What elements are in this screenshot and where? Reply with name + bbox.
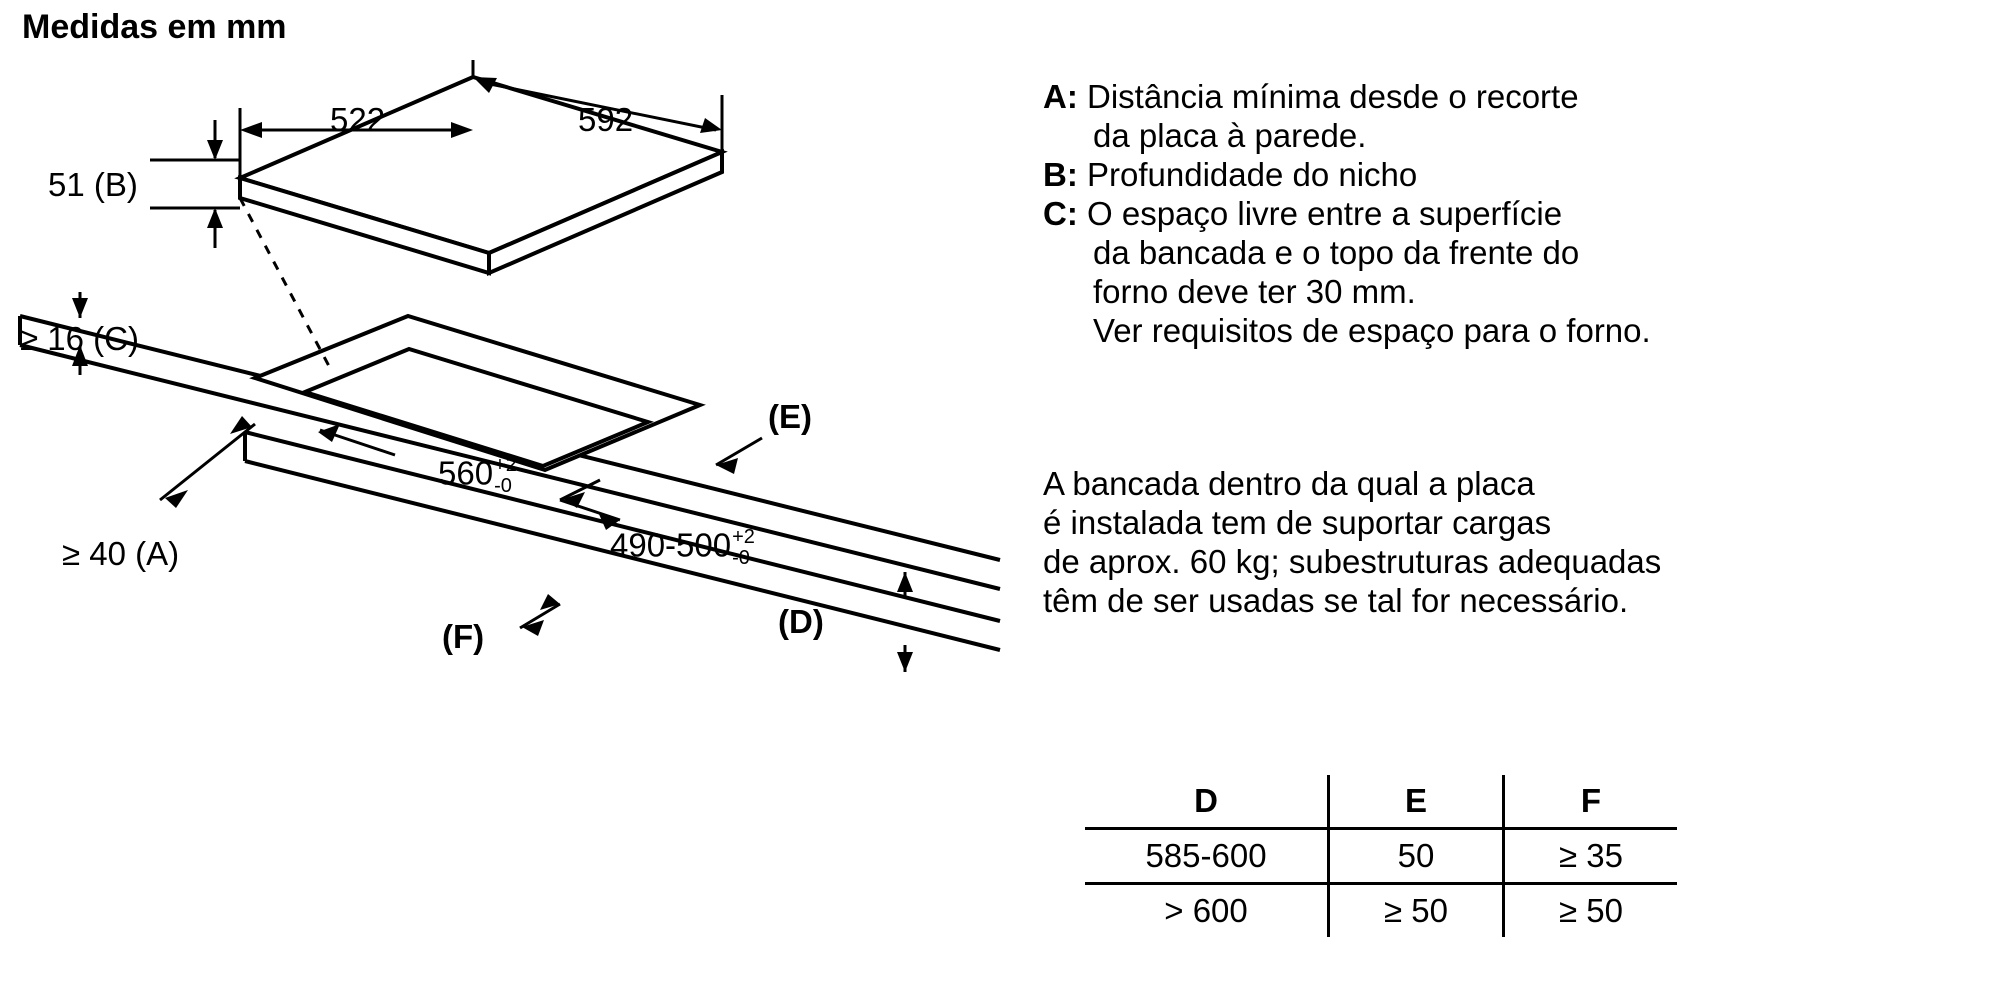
legend-key-a: A: [1043, 78, 1078, 115]
table-header-d: D [1085, 775, 1329, 829]
dimension-table-wrapper [1085, 775, 1677, 937]
note-line-4: têm de ser usadas se tal for necessário. [1043, 581, 1629, 619]
legend-item-a [1043, 78, 1963, 156]
dim-40A-lines [160, 424, 255, 500]
legend-key-b: B: [1043, 155, 1078, 193]
note-line-1: A bancada dentro da qual a placa [1043, 465, 1535, 502]
dimension-table [1085, 775, 1677, 937]
callout-label-d: (D) [778, 603, 824, 640]
leader-E [716, 438, 762, 465]
table-row [1085, 829, 1677, 884]
tolerance-560: +2 -0 [494, 454, 517, 497]
dim-51B-lines [150, 120, 240, 248]
table-header-row [1085, 775, 1677, 829]
legend-text-c-line-4: Ver requisitos de espaço para o forno. [1093, 311, 1651, 349]
callout-label-f: (F) [442, 618, 485, 655]
legend-item-b [1043, 156, 1963, 195]
legend [1043, 78, 1963, 351]
table-header-f: F [1504, 775, 1678, 829]
legend-key-c: C: [1043, 194, 1078, 232]
legend-text-c-line-3: forno deve ter 30 mm. [1093, 272, 1416, 310]
legend-text-a-line-2: da placa à parede. [1093, 116, 1367, 154]
legend-text-c-line-2: da bancada e o topo da frente do [1093, 233, 1580, 271]
countertop-cutout [255, 316, 700, 470]
legend-text-b-line-1: Profundidade do nicho [1087, 155, 1418, 193]
dimension-label-560: 560 +2 -0 [438, 454, 517, 497]
table-cell-f-1: ≥ 35 [1504, 829, 1678, 884]
dimension-label-490-500: 490-500 +2 -0 [610, 526, 755, 569]
hob-plate [240, 77, 722, 273]
table-cell-e-1: 50 [1329, 829, 1504, 884]
tolerance-490: +2 -0 [732, 526, 755, 569]
legend-item-c [1043, 195, 1963, 351]
table-header-e: E [1329, 775, 1504, 829]
note-line-3: de aprox. 60 kg; subestruturas adequadas [1043, 542, 1662, 580]
legend-text-c-line-1: O espaço livre entre a superfície [1087, 194, 1563, 232]
dimension-label-16-c: ≥ 16 (C) [20, 320, 139, 357]
table-cell-d-1: 585-600 [1085, 829, 1329, 884]
table-cell-f-2: ≥ 50 [1504, 884, 1678, 938]
callout-label-e: (E) [768, 398, 812, 435]
note-line-2: é instalada tem de suportar cargas [1043, 503, 1552, 541]
page-title: Medidas em mm [22, 8, 287, 46]
dimension-label-522: 522 [330, 101, 386, 138]
table-cell-e-2: ≥ 50 [1329, 884, 1504, 938]
dimension-label-40-a: ≥ 40 (A) [62, 535, 180, 572]
table-cell-d-2: > 600 [1164, 892, 1248, 929]
hob-installation-drawing [0, 0, 1020, 760]
dimension-label-592: 592 [578, 101, 634, 138]
projection-line [240, 198, 330, 368]
legend-text-a-line-1: Distância mínima desde o recorte [1087, 78, 1579, 115]
table-row [1085, 884, 1677, 938]
load-capacity-note [1043, 465, 1983, 621]
dimension-label-51-b: 51 (B) [48, 166, 138, 203]
